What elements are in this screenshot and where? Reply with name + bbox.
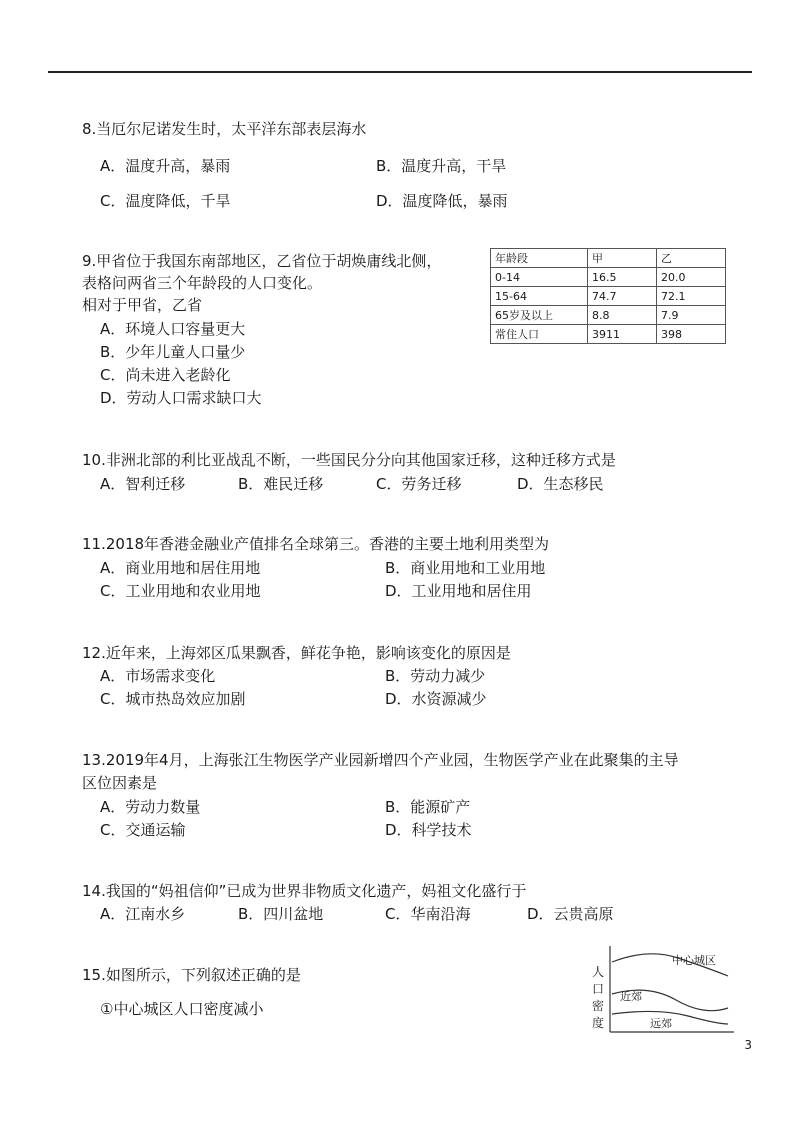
q13-option-c[interactable]: C．交通运输 [100,821,186,839]
table-cell: 72.1 [657,287,726,306]
table-cell: 7.9 [657,306,726,325]
q13-option-d[interactable]: D．科学技术 [385,821,472,839]
question-9-line1: 9.甲省位于我国东南部地区，乙省位于胡焕庸线北侧， [82,252,442,270]
label-near-suburb: 近郊 [620,990,642,1003]
table-cell: 398 [657,325,726,344]
q8-option-a[interactable]: A．温度升高，暴雨 [100,157,231,175]
table-header-cell: 甲 [588,249,657,268]
question-9-line3: 相对于甲省，乙省 [82,296,203,314]
table-cell: 65岁及以上 [491,306,588,325]
q12-option-a[interactable]: A．市场需求变化 [100,667,216,685]
table-cell: 20.0 [657,268,726,287]
q10-option-c[interactable]: C．劳务迁移 [376,475,462,493]
q14-option-a[interactable]: A．江南水乡 [100,905,186,923]
q9-option-c[interactable]: C．尚未进入老龄化 [100,366,231,384]
table-header-cell: 乙 [657,249,726,268]
table-cell: 16.5 [588,268,657,287]
table-cell: 常住人口 [491,325,588,344]
header-rule [48,71,752,73]
table-row [491,325,726,344]
question-11-stem: 11.2018年香港金融业产值排名全球第三。香港的主要土地利用类型为 [82,535,550,553]
label-far-suburb: 远郊 [650,1017,672,1030]
q10-option-d[interactable]: D．生态移民 [517,475,604,493]
table-header-cell: 年龄段 [491,249,588,268]
table-header-row [491,249,726,268]
q9-option-a[interactable]: A．环境人口容量更大 [100,320,246,338]
q13-option-b[interactable]: B．能源矿产 [385,798,471,816]
q10-option-b[interactable]: B．难民迁移 [238,475,324,493]
q11-option-c[interactable]: C．工业用地和农业用地 [100,582,261,600]
q11-option-b[interactable]: B．商业用地和工业用地 [385,559,546,577]
table-cell: 8.8 [588,306,657,325]
q8-option-d[interactable]: D．温度降低，暴雨 [376,192,508,210]
table-row [491,268,726,287]
q9-option-b[interactable]: B．少年儿童人口量少 [100,343,246,361]
age-population-table [490,248,726,344]
q10-option-a[interactable]: A．智利迁移 [100,475,186,493]
q12-option-c[interactable]: C．城市热岛效应加剧 [100,690,246,708]
q8-option-c[interactable]: C．温度降低，千旱 [100,192,231,210]
q15-statement-1: ①中心城区人口密度减小 [100,1000,264,1018]
q13-option-a[interactable]: A．劳动力数量 [100,798,201,816]
table-row [491,287,726,306]
question-10-stem: 10.非洲北部的利比亚战乱不断，一些国民分分向其他国家迁移，这种迁移方式是 [82,451,616,469]
q9-option-d[interactable]: D．劳动人口需求缺口大 [100,389,262,407]
table-row [491,306,726,325]
q14-option-d[interactable]: D．云贵高原 [527,905,614,923]
question-9-line2: 表格问两省三个年龄段的人口变化。 [82,274,323,292]
table-cell: 0-14 [491,268,588,287]
question-13-line1: 13.2019年4月，上海张江生物医学产业园新增四个产业园，生物医学产业在此聚集的主导 [82,751,679,769]
question-14-stem: 14.我国的“妈祖信仰”已成为世界非物质文化遗产，妈祖文化盛行于 [82,882,527,900]
page-number: 3 [744,1038,752,1052]
q11-option-d[interactable]: D．工业用地和居住用 [385,582,532,600]
question-13-line2: 区位因素是 [82,774,158,792]
table-cell: 3911 [588,325,657,344]
table-cell: 15-64 [491,287,588,306]
q12-option-d[interactable]: D．水资源减少 [385,690,487,708]
label-central-city: 中心城区 [672,954,716,967]
q12-option-b[interactable]: B．劳动力减少 [385,667,486,685]
question-15-stem: 15.如图所示，下列叙述正确的是 [82,966,301,984]
question-12-stem: 12.近年来，上海郊区瓜果飘香，鲜花争艳，影响该变化的原因是 [82,644,511,662]
q8-option-b[interactable]: B．温度升高，干旱 [376,157,507,175]
q14-option-c[interactable]: C．华南沿海 [385,905,471,923]
figure-y-axis-label: 人口密度 [592,965,605,1030]
q14-option-b[interactable]: B．四川盆地 [238,905,324,923]
population-density-figure [588,940,738,1036]
table-cell: 74.7 [588,287,657,306]
q11-option-a[interactable]: A．商业用地和居住用地 [100,559,261,577]
question-8-stem: 8.当厄尔尼诺发生时，太平洋东部表层海水 [82,120,367,138]
